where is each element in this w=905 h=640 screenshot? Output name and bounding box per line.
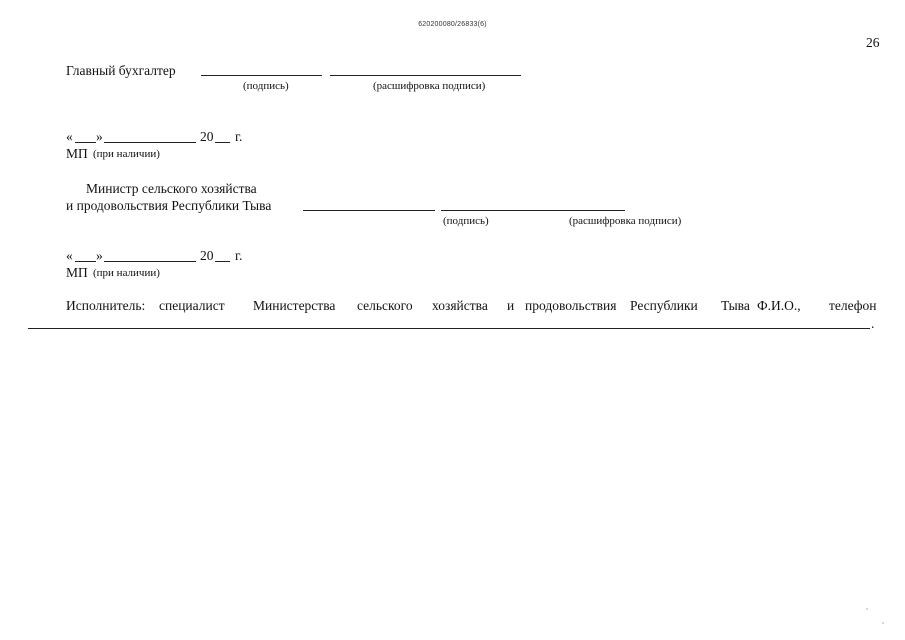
date-year-prefix: 20 <box>200 129 214 144</box>
minister-decoding-caption: (расшифровка подписи) <box>569 215 682 227</box>
executor-label: Исполнитель: <box>66 298 146 313</box>
chief-accountant-decoding-caption: (расшифровка подписи) <box>373 80 486 92</box>
date-year-line <box>215 142 230 143</box>
executor-word: продовольствия <box>525 298 617 313</box>
stamp2-note: (при наличии) <box>93 267 160 279</box>
date-quote-open: « <box>66 129 73 144</box>
date2-quote-close: » <box>96 248 103 263</box>
chief-accountant-signature-caption: (подпись) <box>243 80 289 92</box>
executor-word: хозяйства <box>432 298 488 313</box>
page-number: 26 <box>866 35 880 50</box>
scan-speck <box>866 608 868 610</box>
executor-word: сельского <box>357 298 413 313</box>
date2-year-line <box>215 261 230 262</box>
stamp-note: (при наличии) <box>93 148 160 160</box>
date2-day-line <box>75 261 96 262</box>
executor-word: Республики <box>630 298 698 313</box>
executor-word: и <box>507 298 515 313</box>
stamp-label: МП <box>66 146 88 161</box>
minister-signature-caption: (подпись) <box>443 215 489 227</box>
chief-accountant-decoding-line <box>330 75 521 76</box>
minister-title-line2: и продовольствия Республики Тыва <box>66 198 272 213</box>
executor-phone-line <box>28 328 870 329</box>
minister-decoding-line <box>441 210 625 211</box>
executor-word: специалист <box>159 298 225 313</box>
date2-year-suffix: г. <box>235 248 243 263</box>
executor-word: телефон <box>829 298 877 313</box>
minister-signature-line <box>303 210 435 211</box>
date2-month-line <box>104 261 196 262</box>
chief-accountant-signature-line <box>201 75 322 76</box>
executor-word: Тыва <box>721 298 750 313</box>
date2-year-prefix: 20 <box>200 248 214 263</box>
scan-speck <box>882 622 884 624</box>
date-quote-close: » <box>96 129 103 144</box>
date-year-suffix: г. <box>235 129 243 144</box>
minister-title-line1: Министр сельского хозяйства <box>86 181 257 196</box>
chief-accountant-label: Главный бухгалтер <box>66 63 176 78</box>
document-code: 620200080/26833(6) <box>418 21 487 28</box>
date-month-line <box>104 142 196 143</box>
executor-end-dot: . <box>871 316 875 331</box>
date-day-line <box>75 142 96 143</box>
executor-word: Ф.И.О., <box>757 298 801 313</box>
executor-word: Министерства <box>253 298 336 313</box>
stamp2-label: МП <box>66 265 88 280</box>
date2-quote-open: « <box>66 248 73 263</box>
